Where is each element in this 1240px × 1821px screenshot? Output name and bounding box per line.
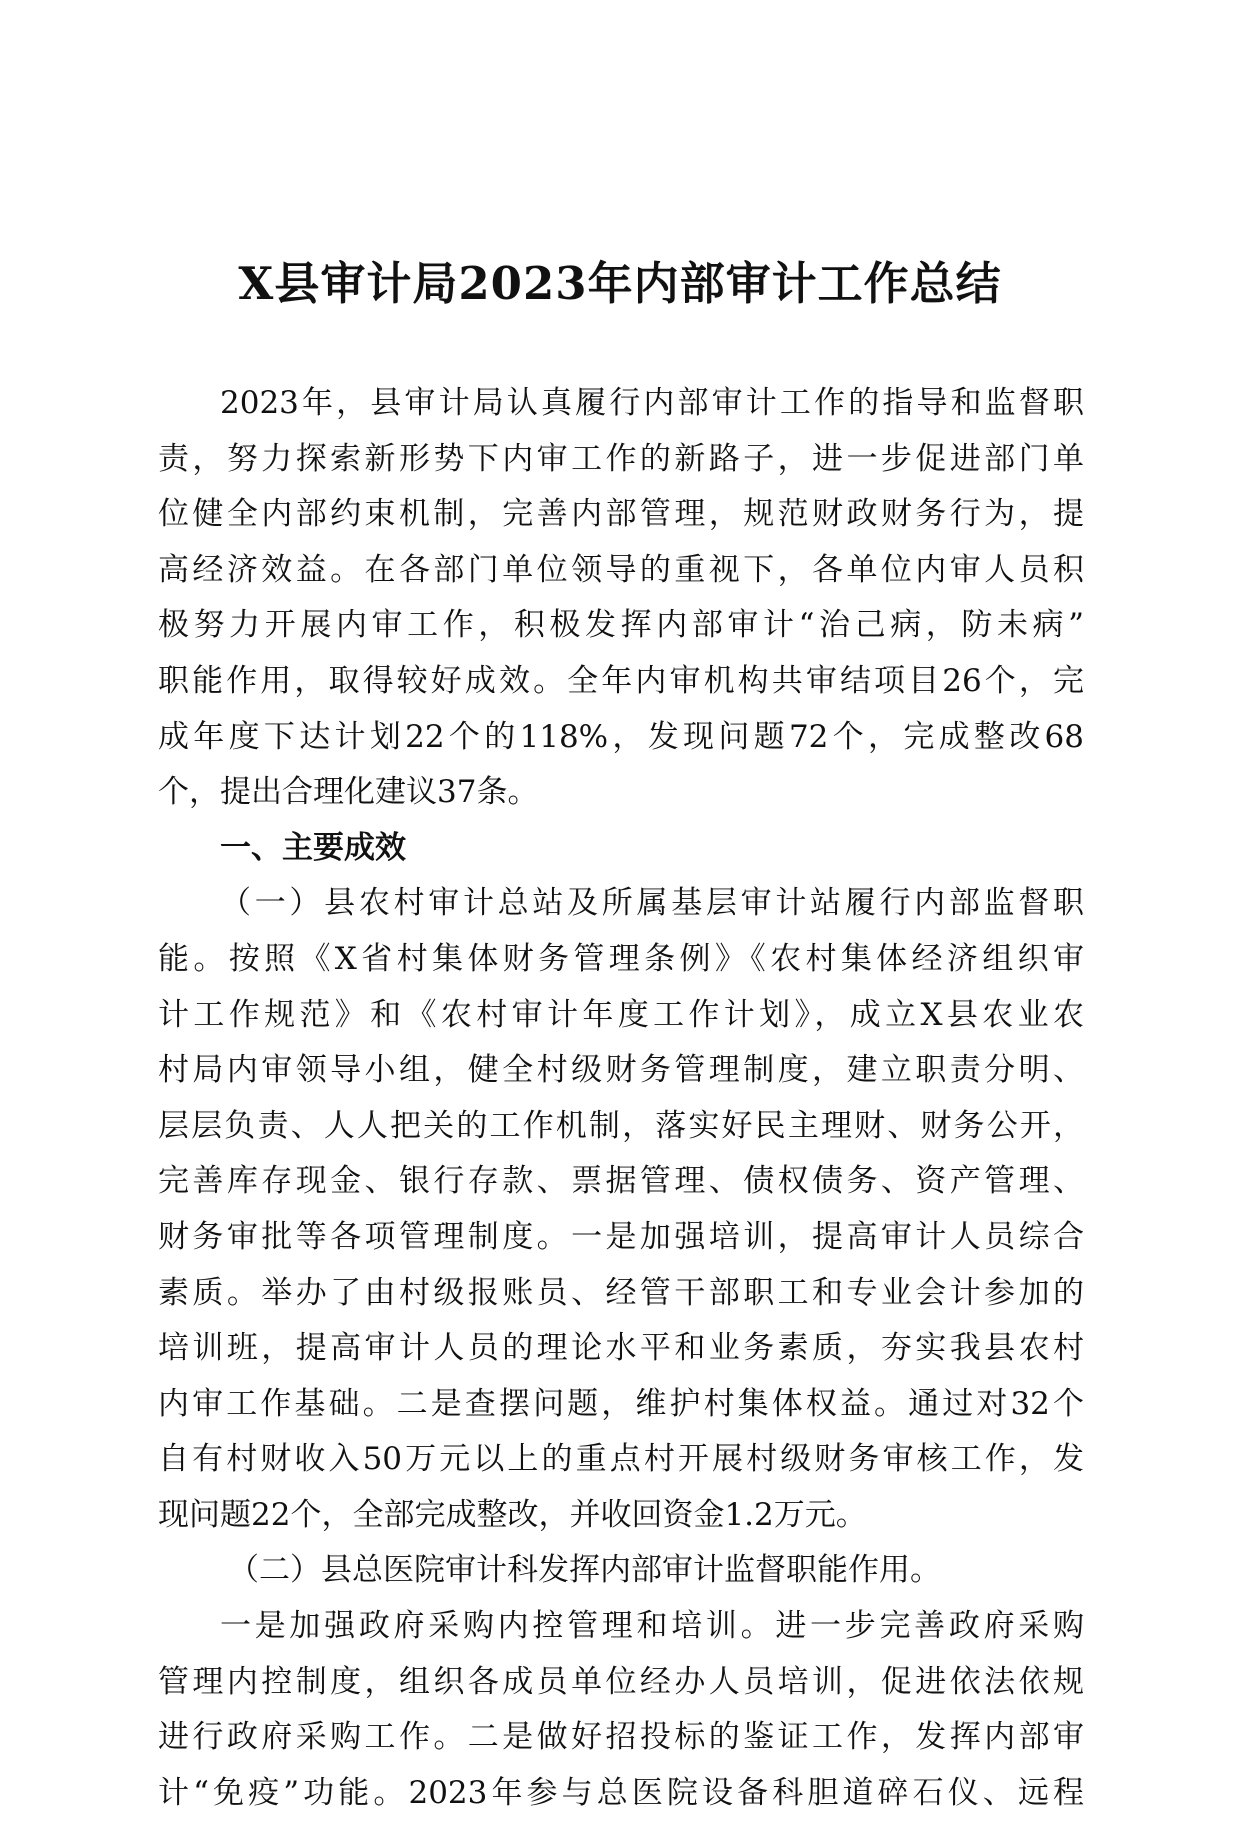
document-body xyxy=(158,376,1084,1821)
paragraph-rural-audit-line-11: 自有村财收入50万元以上的重点村开展村级财务审核工作，发 xyxy=(158,1441,1084,1478)
paragraph-intro-line-4: 高经济效益。在各部门单位领导的重视下，各单位内审人员积 xyxy=(158,551,1084,588)
document-title: X县审计局2023年内部审计工作总结 xyxy=(238,257,1002,310)
paragraph-intro-line-8: 个，提出合理化建议37条。 xyxy=(158,774,539,811)
paragraph-intro-line-1: 2023年，县审计局认真履行内部审计工作的指导和监督职 xyxy=(220,385,1084,421)
paragraph-rural-audit-line-1: （一）县农村审计总站及所属基层审计站履行内部监督职 xyxy=(220,885,1084,922)
paragraph-rural-audit-line-8: 素质。举办了由村级报账员、经管干部职工和专业会计参加的 xyxy=(158,1274,1084,1311)
paragraph-rural-audit-line-4: 村局内审领导小组，健全村级财务管理制度，建立职责分明、 xyxy=(158,1052,1084,1089)
subsection-heading-hospital-audit: （二）县总医院审计科发挥内部审计监督职能作用。 xyxy=(228,1552,941,1589)
paragraph-rural-audit-line-6: 完善库存现金、银行存款、票据管理、债权债务、资产管理、 xyxy=(158,1163,1084,1200)
paragraph-rural-audit-line-10: 内审工作基础。二是查摆问题，维护村集体权益。通过对32个 xyxy=(158,1385,1084,1422)
paragraph-rural-audit-line-5: 层层负责、人人把关的工作机制，落实好民主理财、财务公开， xyxy=(158,1107,1084,1144)
paragraph-rural-audit-line-12: 现问题22个，全部完成整改，并收回资金1.2万元。 xyxy=(158,1496,867,1533)
paragraph-intro-line-2: 责，努力探索新形势下内审工作的新路子，进一步促进部门单 xyxy=(158,440,1084,477)
paragraph-intro-line-3: 位健全内部约束机制，完善内部管理，规范财政财务行为，提 xyxy=(158,496,1084,533)
paragraph-rural-audit-line-2: 能。按照《X省村集体财务管理条例》《农村集体经济组织审 xyxy=(158,940,1084,977)
paragraph-rural-audit-line-9: 培训班，提高审计人员的理论水平和业务素质，夯实我县农村 xyxy=(158,1330,1084,1367)
paragraph-rural-audit-line-3: 计工作规范》和《农村审计年度工作计划》，成立X县农业农 xyxy=(158,996,1084,1033)
paragraph-intro-line-5: 极努力开展内审工作，积极发挥内部审计“治己病，防未病” xyxy=(158,607,1084,644)
paragraph-hospital-line-2: 管理内控制度，组织各成员单位经办人员培训，促进依法依规 xyxy=(158,1663,1084,1700)
paragraph-hospital-line-3: 进行政府采购工作。二是做好招投标的鉴证工作，发挥内部审 xyxy=(158,1719,1084,1756)
paragraph-intro-line-7: 成年度下达计划22个的118%，发现问题72个，完成整改68 xyxy=(158,718,1084,755)
paragraph-hospital-line-4: 计“免疫”功能。2023年参与总医院设备科胆道碎石仪、远程 xyxy=(158,1774,1084,1811)
paragraph-intro-line-6: 职能作用，取得较好成效。全年内审机构共审结项目26个，完 xyxy=(158,662,1084,699)
paragraph-hospital-line-1: 一是加强政府采购内控管理和培训。进一步完善政府采购 xyxy=(220,1608,1084,1645)
paragraph-rural-audit-line-7: 财务审批等各项管理制度。一是加强培训，提高审计人员综合 xyxy=(158,1218,1084,1255)
section-heading-main-results: 一、主要成效 xyxy=(220,829,406,866)
